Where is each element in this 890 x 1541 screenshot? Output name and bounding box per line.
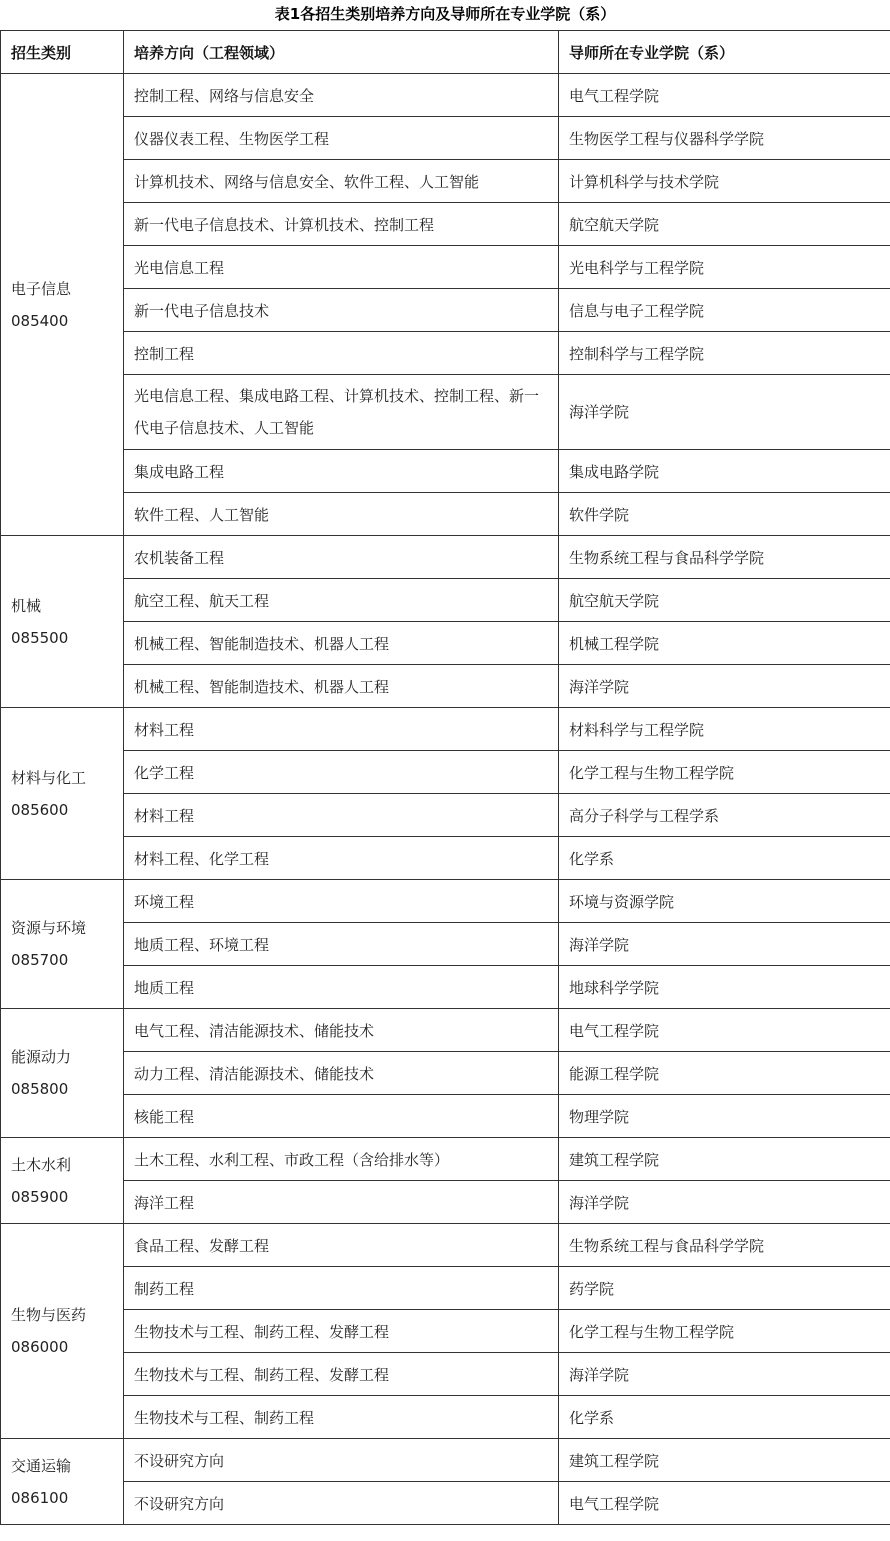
direction-cell: 光电信息工程、集成电路工程、计算机技术、控制工程、新一代电子信息技术、人工智能 bbox=[124, 375, 559, 450]
table-row bbox=[1, 1310, 890, 1353]
table-row bbox=[1, 74, 890, 117]
direction-cell: 新一代电子信息技术 bbox=[124, 289, 559, 332]
direction-cell: 集成电路工程 bbox=[124, 450, 559, 493]
school-cell: 化学工程与生物工程学院 bbox=[559, 1310, 890, 1353]
school-cell: 化学系 bbox=[559, 1396, 890, 1439]
table-row bbox=[1, 246, 890, 289]
direction-cell: 生物技术与工程、制药工程、发酵工程 bbox=[124, 1310, 559, 1353]
school-cell: 化学系 bbox=[559, 837, 890, 880]
table-row bbox=[1, 579, 890, 622]
direction-cell: 机械工程、智能制造技术、机器人工程 bbox=[124, 665, 559, 708]
category-code: 085500 bbox=[11, 628, 69, 647]
direction-cell: 动力工程、清洁能源技术、储能技术 bbox=[124, 1052, 559, 1095]
table-row bbox=[1, 622, 890, 665]
category-code: 086100 bbox=[11, 1488, 69, 1507]
school-cell: 航空航天学院 bbox=[559, 203, 890, 246]
school-cell: 信息与电子工程学院 bbox=[559, 289, 890, 332]
school-cell: 计算机科学与技术学院 bbox=[559, 160, 890, 203]
table-row bbox=[1, 794, 890, 837]
table-row bbox=[1, 493, 890, 536]
category-cell bbox=[1, 1009, 124, 1138]
direction-cell: 地质工程、环境工程 bbox=[124, 923, 559, 966]
table-row bbox=[1, 450, 890, 493]
direction-cell: 不设研究方向 bbox=[124, 1482, 559, 1525]
table-row bbox=[1, 966, 890, 1009]
table-row bbox=[1, 1224, 890, 1267]
direction-cell: 环境工程 bbox=[124, 880, 559, 923]
table-row bbox=[1, 289, 890, 332]
category-code: 085400 bbox=[11, 311, 69, 330]
category-name: 能源动力 bbox=[11, 1048, 72, 1066]
table-row bbox=[1, 160, 890, 203]
table-row bbox=[1, 880, 890, 923]
school-cell: 软件学院 bbox=[559, 493, 890, 536]
category-code: 085600 bbox=[11, 800, 69, 819]
table-row bbox=[1, 1353, 890, 1396]
category-cell bbox=[1, 708, 124, 880]
category-cell bbox=[1, 1138, 124, 1224]
table-row bbox=[1, 1181, 890, 1224]
category-name: 土木水利 bbox=[11, 1155, 72, 1174]
direction-cell: 制药工程 bbox=[124, 1267, 559, 1310]
school-cell: 海洋学院 bbox=[559, 923, 890, 966]
school-cell: 电气工程学院 bbox=[559, 74, 890, 117]
school-cell: 光电科学与工程学院 bbox=[559, 246, 890, 289]
school-cell: 生物系统工程与食品科学学院 bbox=[559, 536, 890, 579]
school-cell: 海洋学院 bbox=[559, 1181, 890, 1224]
table-row bbox=[1, 1138, 890, 1181]
direction-cell: 海洋工程 bbox=[124, 1181, 559, 1224]
table-row bbox=[1, 665, 890, 708]
category-name: 生物与医药 bbox=[11, 1306, 87, 1324]
school-cell: 高分子科学与工程学系 bbox=[559, 794, 890, 837]
direction-cell: 机械工程、智能制造技术、机器人工程 bbox=[124, 622, 559, 665]
table-row bbox=[1, 1439, 890, 1482]
direction-cell: 软件工程、人工智能 bbox=[124, 493, 559, 536]
category-name: 机械 bbox=[11, 596, 42, 615]
header-category: 招生类别 bbox=[1, 31, 124, 74]
table-body bbox=[1, 74, 890, 1525]
table-header-row bbox=[1, 31, 890, 74]
school-cell: 航空航天学院 bbox=[559, 579, 890, 622]
header-direction: 培养方向（工程领域） bbox=[124, 31, 559, 74]
school-cell: 材料科学与工程学院 bbox=[559, 708, 890, 751]
table-row bbox=[1, 117, 890, 160]
category-cell bbox=[1, 74, 124, 536]
school-cell: 海洋学院 bbox=[559, 375, 890, 450]
direction-cell: 核能工程 bbox=[124, 1095, 559, 1138]
school-cell: 建筑工程学院 bbox=[559, 1439, 890, 1482]
direction-cell: 土木工程、水利工程、市政工程（含给排水等） bbox=[124, 1138, 559, 1181]
category-name: 电子信息 bbox=[11, 279, 72, 298]
direction-cell: 生物技术与工程、制药工程 bbox=[124, 1396, 559, 1439]
direction-cell: 不设研究方向 bbox=[124, 1439, 559, 1482]
direction-cell: 农机装备工程 bbox=[124, 536, 559, 579]
school-cell: 控制科学与工程学院 bbox=[559, 332, 890, 375]
table-row bbox=[1, 837, 890, 880]
school-cell: 能源工程学院 bbox=[559, 1052, 890, 1095]
direction-cell: 控制工程、网络与信息安全 bbox=[124, 74, 559, 117]
direction-cell: 地质工程 bbox=[124, 966, 559, 1009]
table-row bbox=[1, 203, 890, 246]
table-row bbox=[1, 1482, 890, 1525]
direction-cell: 控制工程 bbox=[124, 332, 559, 375]
category-cell bbox=[1, 536, 124, 708]
table-row bbox=[1, 923, 890, 966]
direction-cell: 光电信息工程 bbox=[124, 246, 559, 289]
category-cell bbox=[1, 880, 124, 1009]
school-cell: 建筑工程学院 bbox=[559, 1138, 890, 1181]
table-row bbox=[1, 1052, 890, 1095]
school-cell: 药学院 bbox=[559, 1267, 890, 1310]
school-cell: 生物医学工程与仪器科学学院 bbox=[559, 117, 890, 160]
header-school: 导师所在专业学院（系） bbox=[559, 31, 890, 74]
category-code: 086000 bbox=[11, 1338, 69, 1356]
table-row bbox=[1, 751, 890, 794]
category-name: 资源与环境 bbox=[11, 919, 87, 937]
table-row bbox=[1, 332, 890, 375]
table-row bbox=[1, 1267, 890, 1310]
table-title: 表1各招生类别培养方向及导师所在专业学院（系） bbox=[274, 5, 616, 23]
direction-cell: 计算机技术、网络与信息安全、软件工程、人工智能 bbox=[124, 160, 559, 203]
school-cell: 电气工程学院 bbox=[559, 1009, 890, 1052]
direction-cell: 新一代电子信息技术、计算机技术、控制工程 bbox=[124, 203, 559, 246]
direction-cell: 材料工程 bbox=[124, 794, 559, 837]
category-cell bbox=[1, 1439, 124, 1525]
table-row bbox=[1, 1009, 890, 1052]
school-cell: 海洋学院 bbox=[559, 1353, 890, 1396]
school-cell: 地球科学学院 bbox=[559, 966, 890, 1009]
direction-cell: 材料工程 bbox=[124, 708, 559, 751]
enrollment-table bbox=[0, 30, 890, 1525]
school-cell: 环境与资源学院 bbox=[559, 880, 890, 923]
table-row bbox=[1, 536, 890, 579]
category-cell bbox=[1, 1224, 124, 1439]
direction-cell: 化学工程 bbox=[124, 751, 559, 794]
table-row bbox=[1, 1095, 890, 1138]
category-code: 085900 bbox=[11, 1187, 69, 1206]
category-name: 材料与化工 bbox=[11, 768, 87, 787]
school-cell: 电气工程学院 bbox=[559, 1482, 890, 1525]
school-cell: 物理学院 bbox=[559, 1095, 890, 1138]
category-code: 085800 bbox=[11, 1080, 69, 1098]
table-row bbox=[1, 708, 890, 751]
direction-cell: 仪器仪表工程、生物医学工程 bbox=[124, 117, 559, 160]
direction-cell: 航空工程、航天工程 bbox=[124, 579, 559, 622]
table-row bbox=[1, 375, 890, 450]
school-cell: 海洋学院 bbox=[559, 665, 890, 708]
table-row bbox=[1, 1396, 890, 1439]
direction-cell: 材料工程、化学工程 bbox=[124, 837, 559, 880]
direction-cell: 电气工程、清洁能源技术、储能技术 bbox=[124, 1009, 559, 1052]
school-cell: 集成电路学院 bbox=[559, 450, 890, 493]
school-cell: 机械工程学院 bbox=[559, 622, 890, 665]
school-cell: 化学工程与生物工程学院 bbox=[559, 751, 890, 794]
school-cell: 生物系统工程与食品科学学院 bbox=[559, 1224, 890, 1267]
direction-cell: 生物技术与工程、制药工程、发酵工程 bbox=[124, 1353, 559, 1396]
direction-cell: 食品工程、发酵工程 bbox=[124, 1224, 559, 1267]
category-code: 085700 bbox=[11, 951, 69, 969]
category-name: 交通运输 bbox=[11, 1456, 72, 1475]
